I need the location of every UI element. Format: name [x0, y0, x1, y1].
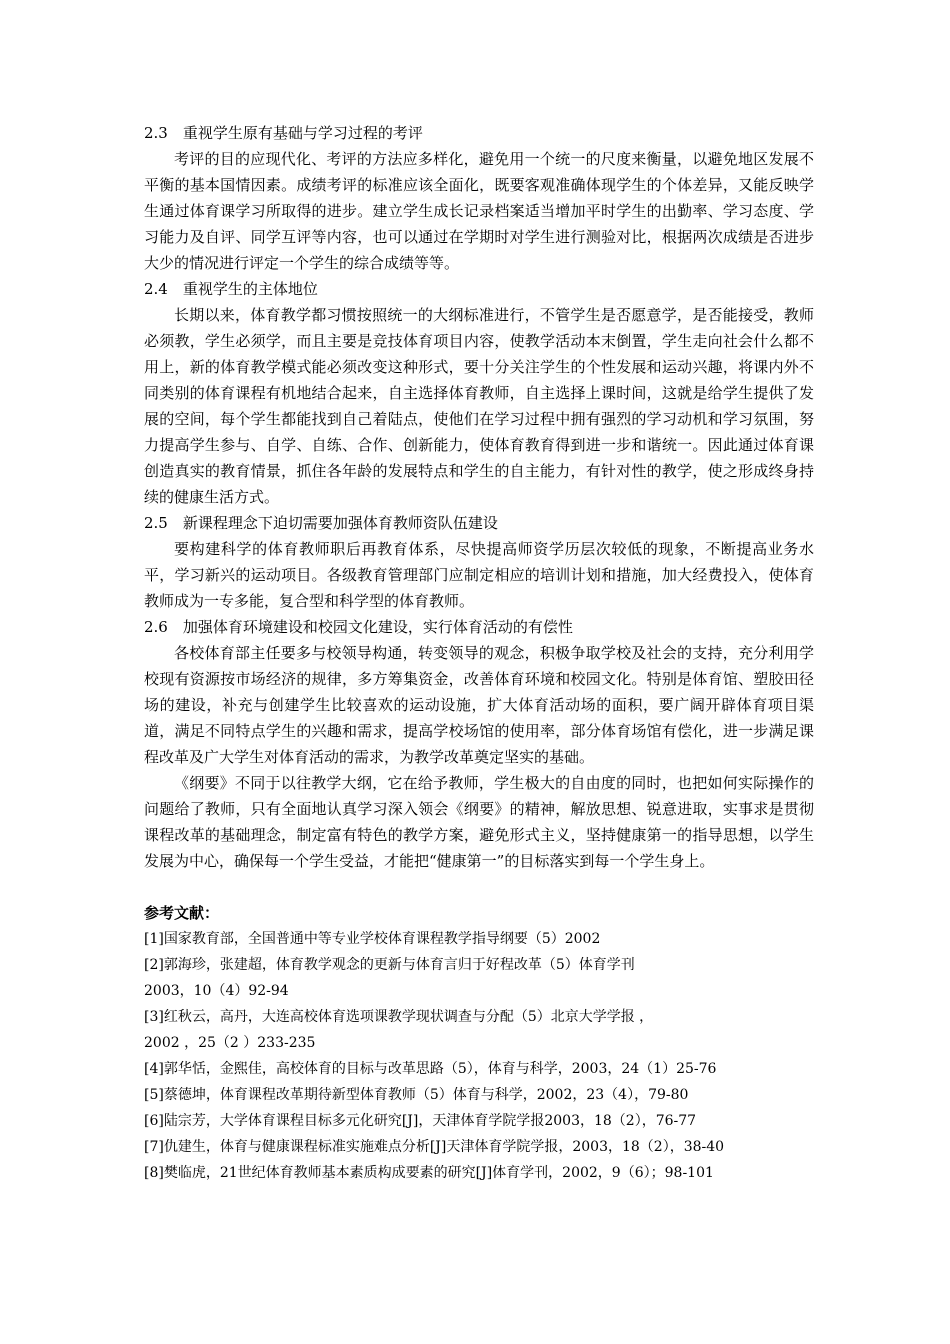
body-paragraph: 要构建科学的体育教师职后再教育体系，尽快提高师资学历层次较低的现象，不断提高业务水平，学习新兴的运动项目。各级教育管理部门应制定相应的培训计划和措施，加大经费投入，使体育教师成为一专多能，复合型和科学型的体育教师。	[144, 540, 814, 610]
spacer	[144, 874, 814, 900]
references-title: 参考文献：	[144, 904, 220, 922]
reference-item: [7]仇建生，体育与健康课程标准实施难点分析[J]天津体育学院学报，2003，18（2），38-40	[144, 1139, 725, 1155]
reference-item: [1]国家教育部，全国普通中等专业学校体育课程教学指导纲要（5）2002	[144, 931, 601, 947]
section-2-4	[144, 276, 814, 510]
section-2-5	[144, 510, 814, 614]
section-heading: 2.5 新课程理念下迫切需要加强体育教师资队伍建设	[144, 514, 498, 532]
document-page	[144, 120, 814, 1186]
body-paragraph: 各校体育部主任要多与校领导构通，转变领导的观念，积极争取学校及社会的支持，充分利用学校现有资源按市场经济的规律，多方筹集资金，改善体育环境和校园文化。特别是体育馆、塑胶田径场的建设，补充与创建学生比较喜欢的运动设施，扩大体育活动场的面积，要广阔开辟体育项目渠道，满足不同特点学生的兴趣和需求，提高学校场馆的使用率，部分体育场馆有偿化，进一步满足课程改革及广大学生对体育活动的需求，为教学改革奠定坚实的基础。	[144, 644, 814, 766]
section-heading: 2.3 重视学生原有基础与学习过程的考评	[144, 124, 423, 142]
reference-item-continuation: 2002 ，25（2 ）233-235	[144, 1035, 316, 1051]
reference-item: [3]红秋云，高丹，大连高校体育选项课教学现状调查与分配（5）北京大学学报 ，	[144, 1009, 654, 1025]
reference-item: [8]樊临虎，21世纪体育教师基本素质构成要素的研究[J]体育学刊，2002，9（6）；98-101	[144, 1165, 714, 1181]
references	[144, 900, 814, 1186]
body-paragraph: 《纲要》不同于以往教学大纲，它在给予教师，学生极大的自由度的同时，也把如何实际操作的问题给了教师，只有全面地认真学习深入领会《纲要》的精神，解放思想、锐意进取，实事求是贯彻课程改革的基础理念，制定富有特色的教学方案，避免形式主义，坚持健康第一的指导思想，以学生发展为中心，确保每一个学生受益，才能把“健康第一”的目标落实到每一个学生身上。	[144, 774, 814, 870]
section-heading: 2.4 重视学生的主体地位	[144, 280, 318, 298]
section-heading: 2.6 加强体育环境建设和校园文化建设，实行体育活动的有偿性	[144, 618, 573, 636]
reference-item: [4]郭华恬，金熙佳，高校体育的目标与改革思路（5），体育与科学，2003，24（1）25-76	[144, 1061, 717, 1077]
body-paragraph: 考评的目的应现代化、考评的方法应多样化，避免用一个统一的尺度来衡量，以避免地区发展不平衡的基本国情因素。成绩考评的标准应该全面化，既要客观准确体现学生的个体差异，又能反映学生通过体育课学习所取得的进步。建立学生成长记录档案适当增加平时学生的出勤率、学习态度、学习能力及自评、同学互评等内容，也可以通过在学期时对学生进行测验对比，根据两次成绩是否进步大少的情况进行评定一个学生的综合成绩等等。	[144, 150, 814, 272]
reference-item: [5]蔡德坤，体育课程改革期待新型体育教师（5）体育与科学，2002，23（4），79-80	[144, 1087, 689, 1103]
section-2-3	[144, 120, 814, 276]
reference-item: [6]陆宗芳，大学体育课程目标多元化研究[J]，天津体育学院学报2003，18（2），76-77	[144, 1113, 697, 1129]
reference-item: [2]郭海珍，张建超，体育教学观念的更新与体育言归于好程改革（5）体育学刊	[144, 957, 635, 973]
section-2-6	[144, 614, 814, 874]
body-paragraph: 长期以来，体育教学都习惯按照统一的大纲标准进行，不管学生是否愿意学，是否能接受，教师必须教，学生必须学，而且主要是竞技体育项目内容，使教学活动本末倒置，学生走向社会什么都不用上，新的体育教学模式能必须改变这种形式，要十分关注学生的个性发展和运动兴趣，将课内外不同类别的体育课程有机地结合起来，自主选择体育教师，自主选择上课时间，这就是给学生提供了发展的空间，每个学生都能找到自己着陆点，使他们在学习过程中拥有强烈的学习动机和学习氛围，努力提高学生参与、自学、自练、合作、创新能力，使体育教育得到进一步和谐统一。因此通过体育课创造真实的教育情景，抓住各年龄的发展特点和学生的自主能力，有针对性的教学，使之形成终身持续的健康生活方式。	[144, 306, 814, 506]
reference-item-continuation: 2003，10（4）92-94	[144, 983, 289, 999]
